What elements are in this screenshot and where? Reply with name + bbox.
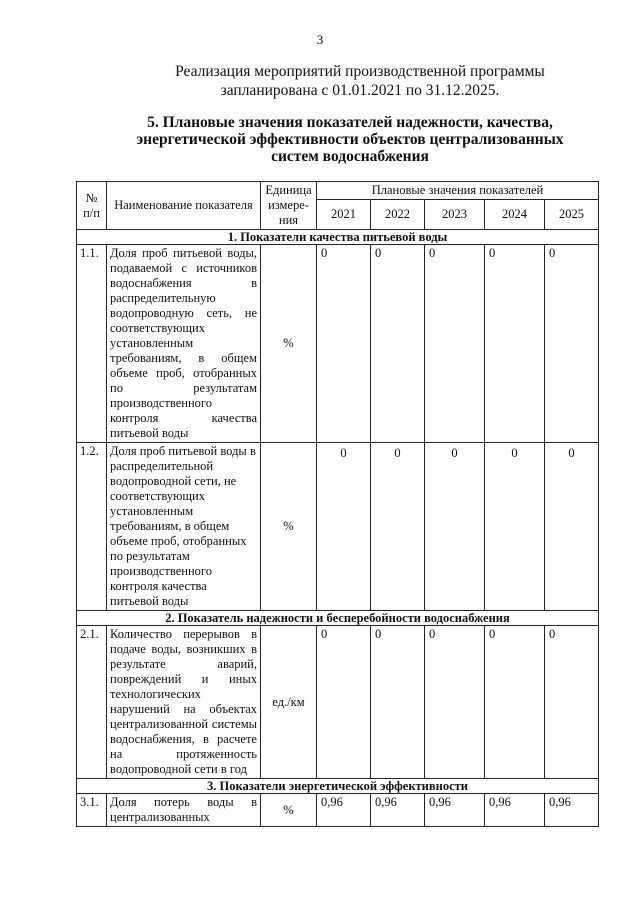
table-row (77, 794, 599, 827)
value-cell: 0 (425, 245, 485, 443)
value-cell: 0 (317, 626, 371, 779)
value-cell: 0 (545, 626, 599, 779)
intro-text (130, 62, 590, 100)
value-cell: 0 (371, 245, 425, 443)
unit-cell: % (261, 443, 317, 611)
value-cell: 0 (485, 443, 545, 611)
section-heading: 3. Показатели энергетической эффективности (77, 779, 599, 794)
indicator-name: Доля потерь воды в централизованных (107, 794, 261, 827)
value-cell: 0,96 (545, 794, 599, 827)
value-cell: 0 (485, 245, 545, 443)
value-cell: 0 (425, 626, 485, 779)
row-number: 2.1. (77, 626, 107, 779)
header-name: Наименование показателя (107, 182, 261, 230)
header-year: 2024 (485, 200, 545, 230)
section-row (77, 611, 599, 626)
value-cell: 0,96 (371, 794, 425, 827)
header-year: 2022 (371, 200, 425, 230)
value-cell: 0,96 (485, 794, 545, 827)
section-title-line-3: систем водоснабжения (271, 148, 429, 165)
value-cell: 0,96 (425, 794, 485, 827)
indicator-name: Доля проб питьевой воды, подаваемой с источников водоснабжения в распределительную водопроводную сеть, не соответствующих установленным требованиям, в общем объеме проб, отобранных по результатам производственного контроля качества питьевой воды (107, 245, 261, 443)
row-number: 1.1. (77, 245, 107, 443)
value-cell: 0 (371, 626, 425, 779)
unit-cell: % (261, 245, 317, 443)
section-heading: 2. Показатель надежности и бесперебойности водоснабжения (77, 611, 599, 626)
header-num: № п/п (77, 182, 107, 230)
section-title (120, 114, 580, 165)
section-title-line-1: 5. Плановые значения показателей надежности, качества, (147, 114, 553, 131)
section-row (77, 230, 599, 245)
header-planned-values: Плановые значения показателей (317, 182, 599, 200)
header-unit: Единица измере-ния (261, 182, 317, 230)
value-cell: 0 (545, 443, 599, 611)
indicator-name: Количество перерывов в подаче воды, возникших в результате аварий, повреждений и иных технологических нарушений на объектах централизованной системы водоснабжения, в расчете на протяженность водопроводной сети в год (107, 626, 261, 779)
value-cell: 0 (425, 443, 485, 611)
table-row (77, 443, 599, 611)
indicator-name: Доля проб питьевой воды в распределительной водопроводной сети, не соответствующих установленным требованиям, в общем объеме проб, отобранных по результатам производственного контроля качества питьевой воды (107, 443, 261, 611)
value-cell: 0 (371, 443, 425, 611)
value-cell: 0,96 (317, 794, 371, 827)
value-cell: 0 (485, 626, 545, 779)
value-cell: 0 (317, 245, 371, 443)
intro-line-1: Реализация мероприятий производственной программы (175, 63, 545, 80)
table-row (77, 626, 599, 779)
header-year: 2025 (545, 200, 599, 230)
table-row (77, 245, 599, 443)
row-number: 3.1. (77, 794, 107, 827)
intro-line-2: запланирована с 01.01.2021 по 31.12.2025. (220, 82, 500, 99)
section-row (77, 779, 599, 794)
unit-cell: % (261, 794, 317, 827)
page-number: 3 (316, 32, 324, 47)
header-year: 2023 (425, 200, 485, 230)
indicators-table (76, 181, 599, 827)
header-year: 2021 (317, 200, 371, 230)
section-heading: 1. Показатели качества питьевой воды (77, 230, 599, 245)
value-cell: 0 (545, 245, 599, 443)
value-cell: 0 (317, 443, 371, 611)
section-title-line-2: энергетической эффективности объектов централизованных (136, 131, 564, 148)
unit-cell: ед./км (261, 626, 317, 779)
row-number: 1.2. (77, 443, 107, 611)
header-row-1 (77, 182, 599, 200)
